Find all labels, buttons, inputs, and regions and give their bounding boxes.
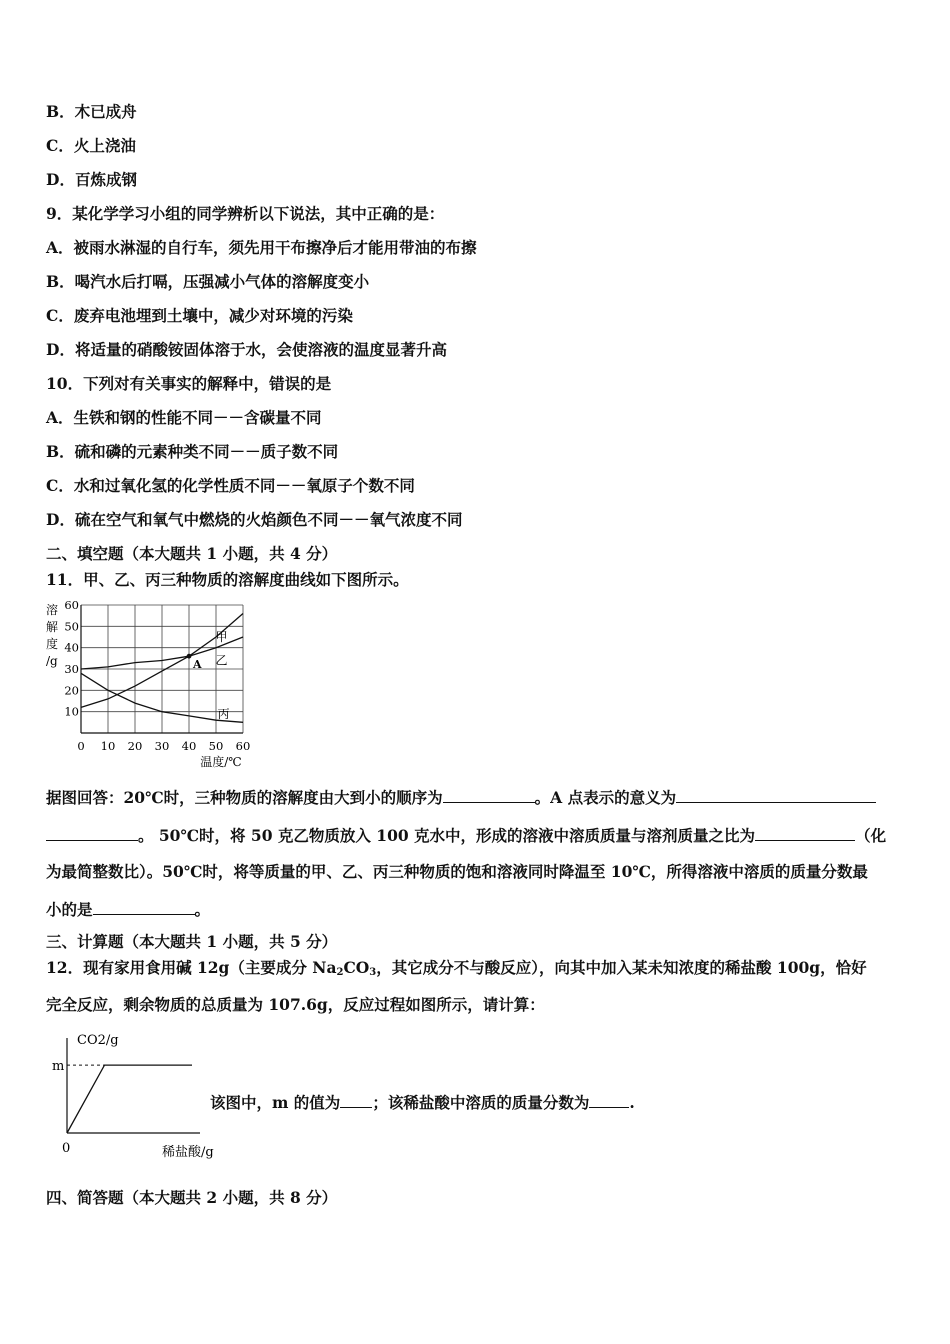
q11-text4: （化 bbox=[855, 826, 887, 845]
q10-option-b: B．硫和磷的元素种类不同－－质子数不同 bbox=[46, 442, 339, 461]
q12-stem-pre: 12．现有家用食用碱 12g（主要成分 Na bbox=[46, 958, 337, 977]
y-axis-label-char: 溶 bbox=[46, 603, 59, 617]
q11-text2: 。A 点表示的意义为 bbox=[534, 788, 677, 807]
series-label-1: 乙 bbox=[215, 653, 228, 668]
q11-text1: 据图回答：20℃时，三种物质的溶解度由大到小的顺序为 bbox=[46, 788, 443, 807]
q10-option-c: C．水和过氧化氢的化学性质不同－－氧原子个数不同 bbox=[46, 476, 415, 495]
y-tick-label: 10 bbox=[64, 704, 79, 719]
q11-blank-order[interactable] bbox=[443, 787, 535, 803]
q11-blank-ratio[interactable] bbox=[755, 825, 855, 841]
x-tick-label: 20 bbox=[127, 739, 143, 753]
series-label-2: 丙 bbox=[217, 707, 230, 722]
q11-text7: 。 bbox=[194, 900, 211, 919]
q12-answer-line bbox=[210, 1092, 635, 1113]
q10-stem: 10．下列对有关事实的解释中，错误的是 bbox=[46, 374, 332, 393]
q11-text3: 。 50℃时，将 50 克乙物质放入 100 克水中，形成的溶液中溶质质量与溶剂质量之比为 bbox=[138, 826, 756, 845]
x-axis-label: 温度/℃ bbox=[200, 755, 242, 769]
q12-stem-sub1: 2 bbox=[336, 967, 344, 978]
x-tick-label: 50 bbox=[208, 739, 224, 753]
q11-blank-min[interactable] bbox=[93, 899, 195, 915]
q9-option-a: A．被雨水淋湿的自行车，须先用干布擦净后才能用带油的布擦 bbox=[46, 238, 477, 257]
q11-blank-point-a-cont[interactable] bbox=[46, 825, 138, 841]
x-tick-label: 60 bbox=[235, 739, 251, 753]
x-tick-label: 10 bbox=[100, 739, 116, 753]
q12-stem-sub2: 3 bbox=[369, 967, 377, 978]
y-axis-label: CO2/g bbox=[77, 1033, 119, 1048]
section2-title: 二、填空题（本大题共 1 小题，共 4 分） bbox=[46, 544, 338, 563]
q11-line1 bbox=[46, 787, 876, 808]
q12-text2: ；该稀盐酸中溶质的质量分数为 bbox=[372, 1093, 590, 1112]
y-tick-label: 40 bbox=[64, 640, 79, 655]
q10-option-a: A．生铁和钢的性能不同－－含碳量不同 bbox=[46, 408, 322, 427]
q11-blank-point-a[interactable] bbox=[676, 787, 876, 803]
point-a-label: A bbox=[193, 658, 202, 672]
q9-option-c: C．废弃电池埋到土壤中，减少对环境的污染 bbox=[46, 306, 353, 325]
q11-text5: 为最简整数比）。50℃时，将等质量的甲、乙、丙三种物质的饱和溶液同时降温至 10℃，所得溶液中溶质的质量分数最 bbox=[46, 862, 868, 881]
origin-label: 0 bbox=[62, 1141, 71, 1156]
y-axis-label-char: /g bbox=[46, 654, 58, 668]
q9-stem: 9．某化学学习小组的同学辨析以下说法，其中正确的是： bbox=[46, 204, 445, 223]
section3-title: 三、计算题（本大题共 1 小题，共 5 分） bbox=[46, 932, 338, 951]
x-tick-label: 40 bbox=[181, 739, 197, 753]
y-axis-label-char: 度 bbox=[46, 637, 59, 651]
point-a-marker bbox=[187, 654, 192, 659]
y-axis-label-char: 解 bbox=[46, 620, 59, 634]
q12-stem-mid: CO bbox=[343, 958, 370, 977]
x-tick-label: 0 bbox=[77, 739, 85, 753]
q9-option-b: B．喝汽水后打嗝，压强减小气体的溶解度变小 bbox=[46, 272, 370, 291]
q12-text3: . bbox=[629, 1093, 635, 1112]
q11-stem: 11．甲、乙、丙三种物质的溶解度曲线如下图所示。 bbox=[46, 570, 409, 589]
y-tick-label: 20 bbox=[64, 683, 79, 698]
co2-chart bbox=[40, 1026, 215, 1164]
series-label-0: 甲 bbox=[215, 630, 228, 644]
q12-line2: 完全反应，剩余物质的总质量为 107.6g，反应过程如图所示，请计算： bbox=[46, 995, 545, 1014]
q8-option-d: D．百炼成钢 bbox=[46, 170, 137, 189]
co2-series-line bbox=[67, 1065, 192, 1133]
q8-option-c: C．火上浇油 bbox=[46, 136, 136, 155]
y-mark-label: m bbox=[52, 1059, 65, 1075]
q10-option-d: D．硫在空气和氧气中燃烧的火焰颜色不同－－氧气浓度不同 bbox=[46, 510, 463, 529]
y-tick-label: 50 bbox=[64, 619, 79, 634]
q11-text6: 小的是 bbox=[46, 900, 93, 919]
q12-text1: 该图中，m 的值为 bbox=[210, 1093, 341, 1112]
y-tick-label: 60 bbox=[64, 598, 79, 612]
q12-stem-post: ，其它成分不与酸反应），向其中加入某未知浓度的稀盐酸 100g，恰好 bbox=[376, 958, 867, 977]
solubility-chart bbox=[40, 596, 260, 778]
q12-blank-fraction[interactable] bbox=[589, 1092, 629, 1108]
q11-line4 bbox=[46, 899, 210, 920]
y-tick-label: 30 bbox=[64, 662, 79, 676]
section4-title: 四、简答题（本大题共 2 小题，共 8 分） bbox=[46, 1188, 338, 1207]
q9-option-d: D．将适量的硝酸铵固体溶于水，会使溶液的温度显著升高 bbox=[46, 340, 447, 359]
q8-option-b: B．木已成舟 bbox=[46, 102, 137, 121]
q12-stem bbox=[46, 958, 867, 983]
x-tick-label: 30 bbox=[154, 739, 170, 753]
x-axis-label: 稀盐酸/g bbox=[162, 1145, 214, 1160]
q11-line2 bbox=[46, 825, 886, 846]
q12-blank-m[interactable] bbox=[340, 1092, 372, 1108]
